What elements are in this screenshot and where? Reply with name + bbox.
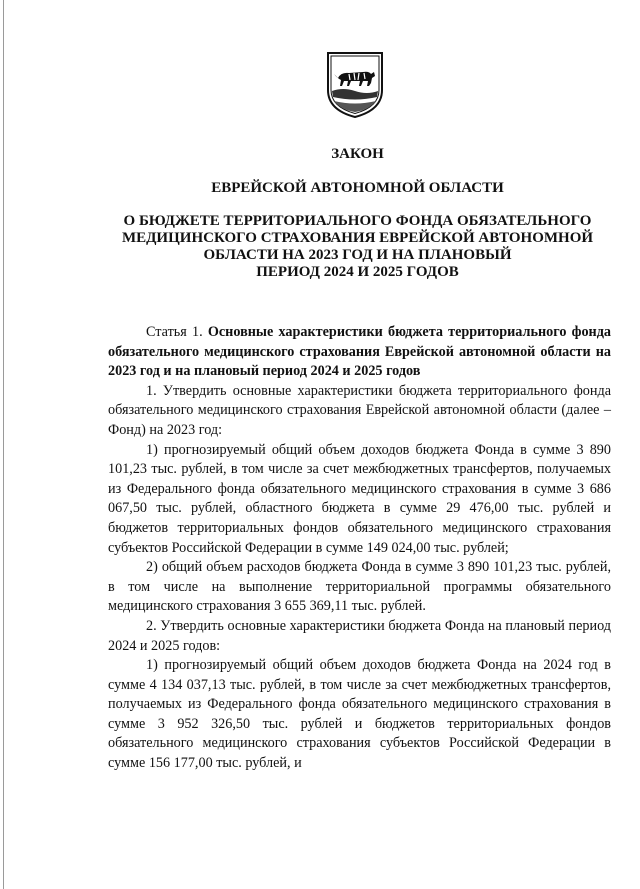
law-body [108, 323, 611, 774]
paragraph-1-item-2: 2) общий объем расходов бюджета Фонда в сумме 3 890 101,23 тыс. рублей, в том числе на выполнение территориальной программы обязательного медицинского страхования 3 655 369,11 тыс. рублей. [108, 559, 611, 615]
paragraph-2-item-1: 1) прогнозируемый общий объем доходов бюджета Фонда на 2024 год в сумме 4 134 037,13 тыс. рублей, в том числе за счет межбюджетных трансфертов, получаемых из Федерального фонда обязательного медицинского страхования в сумме 3 952 326,50 тыс. рублей и бюджетов территориальных фондов обязательного медицинского страхования субъектов Российской Федерации в сумме 156 177,00 тыс. рублей, и [108, 657, 611, 772]
page-edge-line [3, 0, 4, 889]
article-heading [108, 323, 611, 382]
tiger-coat-of-arms-icon [325, 50, 385, 120]
law-title [100, 213, 615, 281]
region-name: ЕВРЕЙСКОЙ АВТОНОМНОЙ ОБЛАСТИ [211, 180, 504, 196]
paragraph-2: 2. Утвердить основные характеристики бюджета Фонда на плановый период 2024 и 2025 годов: [108, 617, 611, 654]
law-title-line: МЕДИЦИНСКОГО СТРАХОВАНИЯ ЕВРЕЙСКОЙ АВТОНОМНОЙ [121, 230, 594, 246]
document-type: ЗАКОН [331, 146, 384, 162]
law-title-line: ОБЛАСТИ НА 2023 ГОД И НА ПЛАНОВЫЙ [203, 247, 512, 263]
law-title-line: ПЕРИОД 2024 И 2025 ГОДОВ [256, 264, 459, 280]
article-label: Статья 1. [146, 324, 203, 340]
paragraph-1-item-1: 1) прогнозируемый общий объем доходов бюджета Фонда в сумме 3 890 101,23 тыс. рублей, в том числе за счет межбюджетных трансфертов, получаемых из Федерального фонда обязательного медицинского страхования в сумме 3 686 067,50 тыс. рублей, областного бюджета в сумме 29 476,00 тыс. рублей и бюджетов территориальных фондов обязательного медицинского страхования субъектов Российской Федерации в сумме 149 024,00 тыс. рублей; [108, 441, 611, 556]
article-title: Основные характеристики бюджета территориального фонда обязательного медицинского страхования Еврейской автономной области на 2023 год и на плановый период 2024 и 2025 годов [108, 324, 611, 380]
paragraph-1: 1. Утвердить основные характеристики бюджета территориального фонда обязательного медицинского страхования Еврейской автономной области (далее – Фонд) на 2023 год: [108, 382, 611, 438]
law-title-line: О БЮДЖЕТЕ ТЕРРИТОРИАЛЬНОГО ФОНДА ОБЯЗАТЕЛЬНОГО [123, 213, 592, 229]
